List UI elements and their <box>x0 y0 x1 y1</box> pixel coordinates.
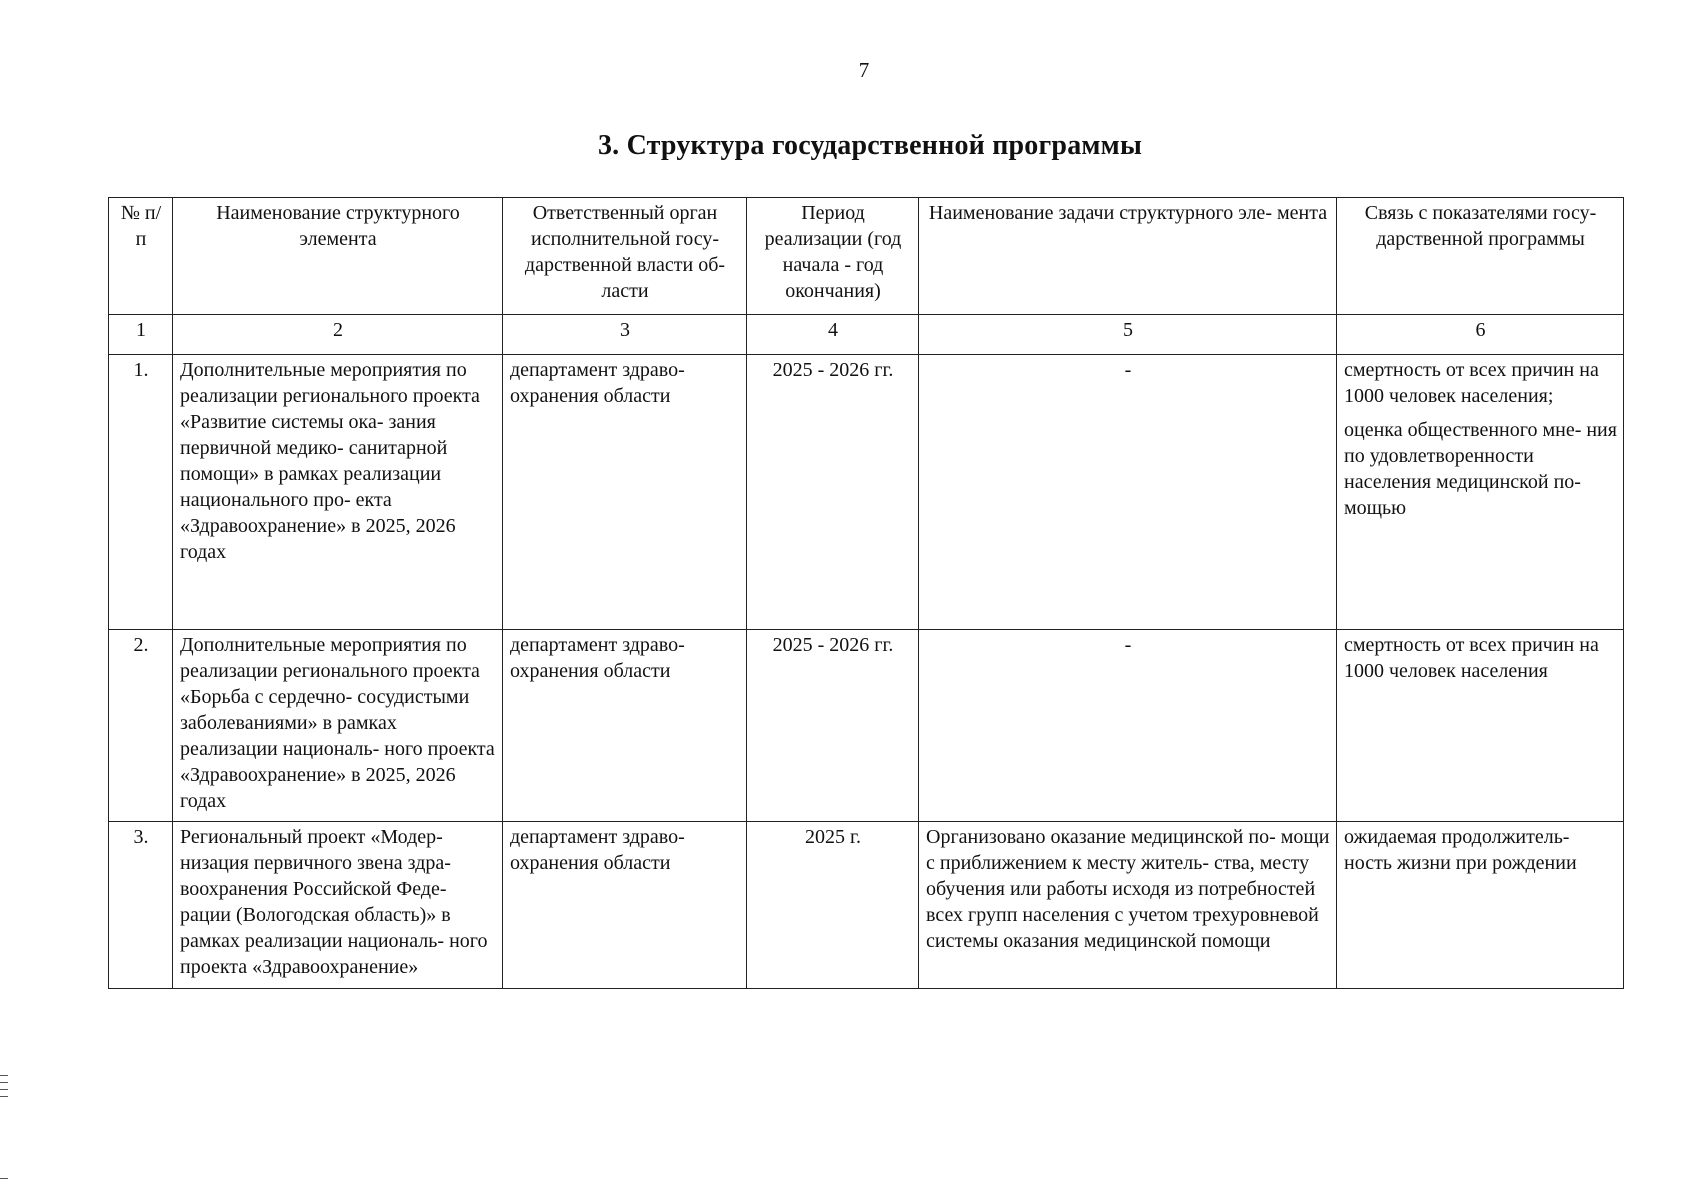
row-number: 1. <box>109 355 173 630</box>
column-number: 5 <box>919 315 1337 355</box>
header-cell-task: Наименование задачи структурного эле- мента <box>919 198 1337 315</box>
header-cell-indicators: Связь с показателями госу- дарственной программы <box>1337 198 1624 315</box>
implementation-period: 2025 г. <box>747 822 919 989</box>
indicator-text: смертность от всех причин на 1000 человек населения <box>1344 634 1599 682</box>
scan-margin-mark <box>0 1075 8 1076</box>
element-name: Региональный проект «Модер- низация первичного звена здра- воохранения Российской Феде- рации (Вологодская область)» в рамках реализации националь- ного проекта «Здравоохранение» <box>173 822 503 989</box>
column-number: 3 <box>503 315 747 355</box>
element-name: Дополнительные мероприятия по реализации регионального проекта «Развитие системы ока- зания первичной медико- санитарной помощи» в рамках реализации национального про- екта «Здравоохранение» в 2025, 2026 годах <box>173 355 503 630</box>
column-number: 1 <box>109 315 173 355</box>
responsible-organ: департамент здраво- охранения области <box>503 822 747 989</box>
column-number-row <box>109 315 1624 355</box>
task-name: Организовано оказание медицинской по- мощи с приближением к месту житель- ства, месту обучения или работы исходя из потребностей всех групп населения с учетом трехуровневой системы оказания медицинской помощи <box>919 822 1337 989</box>
header-cell-number: № п/п <box>109 198 173 315</box>
column-number: 6 <box>1337 315 1624 355</box>
task-name: - <box>919 630 1337 822</box>
scan-margin-mark <box>0 1178 8 1179</box>
page-title: 3. Структура государственной программы <box>597 130 1143 161</box>
header-cell-period: Период реализации (год начала - год окончания) <box>747 198 919 315</box>
table-header-row <box>109 198 1624 315</box>
header-cell-organ: Ответственный орган исполнительной госу- дарственной власти об- ласти <box>503 198 747 315</box>
table-row <box>109 630 1624 822</box>
indicators-cell <box>1337 630 1624 822</box>
responsible-organ: департамент здраво- охранения области <box>503 355 747 630</box>
header-cell-element: Наименование структурного элемента <box>173 198 503 315</box>
indicators-cell <box>1337 822 1624 989</box>
column-number: 4 <box>747 315 919 355</box>
implementation-period: 2025 - 2026 гг. <box>747 355 919 630</box>
page-number: 7 <box>858 58 870 82</box>
responsible-organ: департамент здраво- охранения области <box>503 630 747 822</box>
task-name: - <box>919 355 1337 630</box>
scan-margin-mark <box>0 1082 8 1083</box>
element-name: Дополнительные мероприятия по реализации регионального проекта «Борьба с сердечно- сосудистыми заболеваниями» в рамках реализации националь- ного проекта «Здравоохранение» в 2025, 2026 годах <box>173 630 503 822</box>
scan-margin-mark <box>0 1096 8 1097</box>
implementation-period: 2025 - 2026 гг. <box>747 630 919 822</box>
indicator-text: смертность от всех причин на 1000 человек населения; <box>1344 359 1599 407</box>
indicators-cell <box>1337 355 1624 630</box>
indicator-text: ожидаемая продолжитель- ность жизни при рождении <box>1344 826 1577 874</box>
indicator-text: оценка общественного мне- ния по удовлетворенности населения медицинской по- мощью <box>1344 419 1617 519</box>
table-row <box>109 355 1624 630</box>
scan-margin-mark <box>0 1089 8 1090</box>
program-structure-table <box>108 197 1624 989</box>
row-number: 3. <box>109 822 173 989</box>
row-number: 2. <box>109 630 173 822</box>
table-row <box>109 822 1624 989</box>
column-number: 2 <box>173 315 503 355</box>
